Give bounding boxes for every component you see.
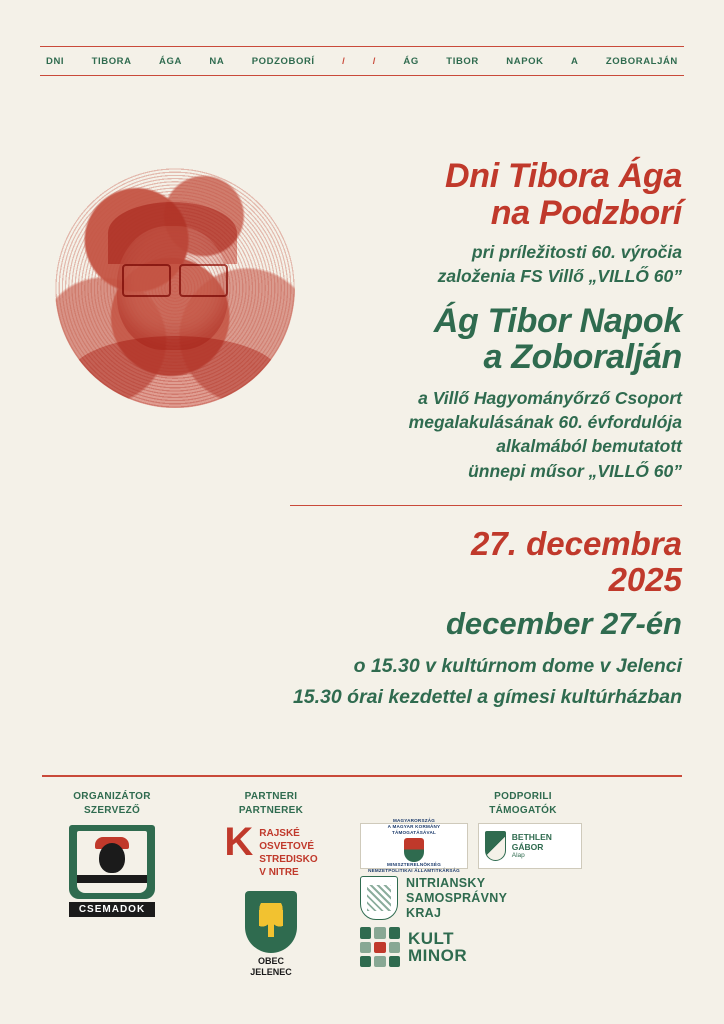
date-slovak-line1: 27. decembra	[471, 525, 682, 563]
supporters-heading-hu: TÁMOGATÓK	[489, 804, 557, 816]
ticker-word-2: TIBORA	[91, 55, 132, 67]
subtitle-hungarian-line2: megalakulásának 60. évfordulója	[408, 412, 682, 433]
supporters-heading	[360, 790, 682, 817]
organizer-column	[42, 790, 182, 917]
kos-nitra-logo	[196, 820, 346, 879]
subtitle-hungarian	[290, 386, 682, 483]
ticker-word-3: ÁGA	[159, 55, 182, 67]
ticker-separator-2: /	[372, 55, 376, 67]
title-slovak	[290, 158, 682, 231]
ministry-line1: MAGYARORSZÁG	[392, 817, 436, 823]
nitra-crest-icon	[360, 876, 398, 920]
partners-column	[196, 790, 346, 978]
partners-heading-sk: PARTNERI	[244, 791, 298, 802]
ticker-word-10: ZOBORALJÁN	[605, 55, 678, 67]
nitriansky-line1: NITRIANSKY	[406, 876, 486, 890]
main-content	[290, 158, 682, 709]
csemadok-logo-label: CSEMADOK	[69, 902, 155, 917]
organizer-heading-hu: SZERVEZŐ	[83, 804, 141, 816]
ticker-word-4: NA	[209, 55, 225, 67]
jelenec-line2: JELENEC	[250, 966, 292, 977]
kult-line2: MINOR	[408, 946, 468, 966]
ticker-separator-1: /	[342, 55, 346, 67]
title-slovak-line2: na Podzborí	[490, 193, 682, 232]
date-hungarian: december 27-én	[445, 605, 682, 641]
subtitle-slovak	[290, 241, 682, 288]
subtitle-hungarian-line3: alkalmából bemutatott	[496, 436, 682, 457]
partners-heading-hu: PARTNEREK	[238, 804, 304, 816]
jelenec-label	[239, 956, 303, 978]
ticker-word-1: DNI	[46, 55, 65, 67]
ticker-word-6: ÁG	[403, 55, 419, 67]
supporters-column	[360, 790, 682, 967]
kult-minor-logo-text	[408, 930, 467, 965]
ticker-word-9: A	[571, 55, 579, 67]
kos-logo-text	[259, 825, 317, 879]
subtitle-hungarian-line4: ünnepi műsor „VILLŐ 60”	[468, 460, 682, 481]
time-venue-hungarian: 15.30 órai kezdettel a gímesi kultúrházban	[292, 685, 682, 708]
divider-middle	[290, 505, 682, 507]
kult-minor-logo	[360, 927, 467, 967]
jelenec-line1: OBEC	[257, 956, 284, 966]
subtitle-hungarian-line1: a Villő Hagyományőrző Csoport	[418, 388, 682, 409]
halftone-overlay	[55, 168, 295, 408]
bethlen-line2: Alap	[511, 852, 525, 860]
nitriansky-line3: KRAJ	[406, 905, 442, 920]
kos-line4: V NITRE	[259, 867, 299, 878]
ticker-word-5: PODZOBORÍ	[251, 55, 315, 67]
hungary-coat-of-arms-icon	[404, 838, 424, 862]
bethlen-logo-text	[512, 832, 575, 860]
nitriansky-logo-text	[406, 876, 507, 920]
ministry-line4: MINISZTERELNÖKSÉG	[387, 862, 441, 868]
date-slovak	[290, 526, 682, 599]
ministry-line5: NEMZETPOLITIKAI ÁLLAMTITKÁRSÁG	[368, 868, 460, 874]
ticker-word-8: NAPOK	[506, 55, 544, 67]
kos-line1: RAJSKÉ	[259, 828, 300, 839]
fleur-de-lis-icon	[259, 903, 283, 937]
portrait-container	[55, 168, 295, 408]
nitriansky-line2: SAMOSPRÁVNY	[406, 890, 508, 905]
date-slovak-line2: 2025	[608, 561, 682, 599]
kos-initial-letter: K	[224, 820, 254, 864]
bethlen-gabor-logo	[478, 823, 582, 869]
organizer-heading-sk: ORGANIZÁTOR	[73, 791, 151, 802]
kos-line3: STREDISKO	[259, 854, 318, 865]
jelenec-crest-icon	[245, 891, 297, 953]
kos-line2: OSVETOVÉ	[259, 841, 315, 852]
ministry-line3: TÁMOGATÁSÁVAL	[391, 829, 437, 835]
organizer-heading	[42, 790, 182, 817]
ticker-word-7: TIBOR	[446, 55, 479, 67]
supporter-row-1	[360, 817, 582, 874]
subtitle-slovak-line1: pri príležitosti 60. výročia	[471, 242, 682, 263]
credits-section	[42, 790, 682, 1008]
kult-line1: KULT	[408, 928, 455, 948]
divider-bottom	[42, 775, 682, 777]
supporter-logos	[360, 817, 682, 967]
portrait-photo	[55, 168, 295, 408]
kult-minor-dots-icon	[360, 927, 400, 967]
nitriansky-kraj-logo	[360, 876, 507, 920]
title-hungarian-line2: a Zoboralján	[483, 338, 682, 377]
csemadok-shield-icon	[69, 825, 155, 899]
time-venue-slovak: o 15.30 v kultúrnom dome v Jelenci	[353, 654, 682, 677]
supporters-heading-sk: PODPORILI	[494, 791, 552, 802]
obec-jelenec-logo	[239, 891, 303, 978]
title-hungarian	[290, 303, 682, 376]
title-slovak-line1: Dni Tibora Ága	[445, 157, 682, 195]
bethlen-shield-icon	[485, 831, 506, 861]
title-hungarian-line1: Ág Tibor Napok	[433, 301, 682, 340]
partners-heading	[196, 790, 346, 817]
ministry-line2: A MAGYAR KORMÁNY	[387, 823, 441, 829]
ministry-logo	[360, 817, 468, 874]
ministry-logo-text	[368, 818, 460, 875]
csemadok-logo	[69, 825, 155, 917]
bethlen-line1: BETHLEN GÁBOR	[511, 831, 552, 853]
subtitle-slovak-line2: založenia FS Villő „VILLŐ 60”	[437, 266, 682, 287]
ticker-bar	[40, 46, 684, 76]
